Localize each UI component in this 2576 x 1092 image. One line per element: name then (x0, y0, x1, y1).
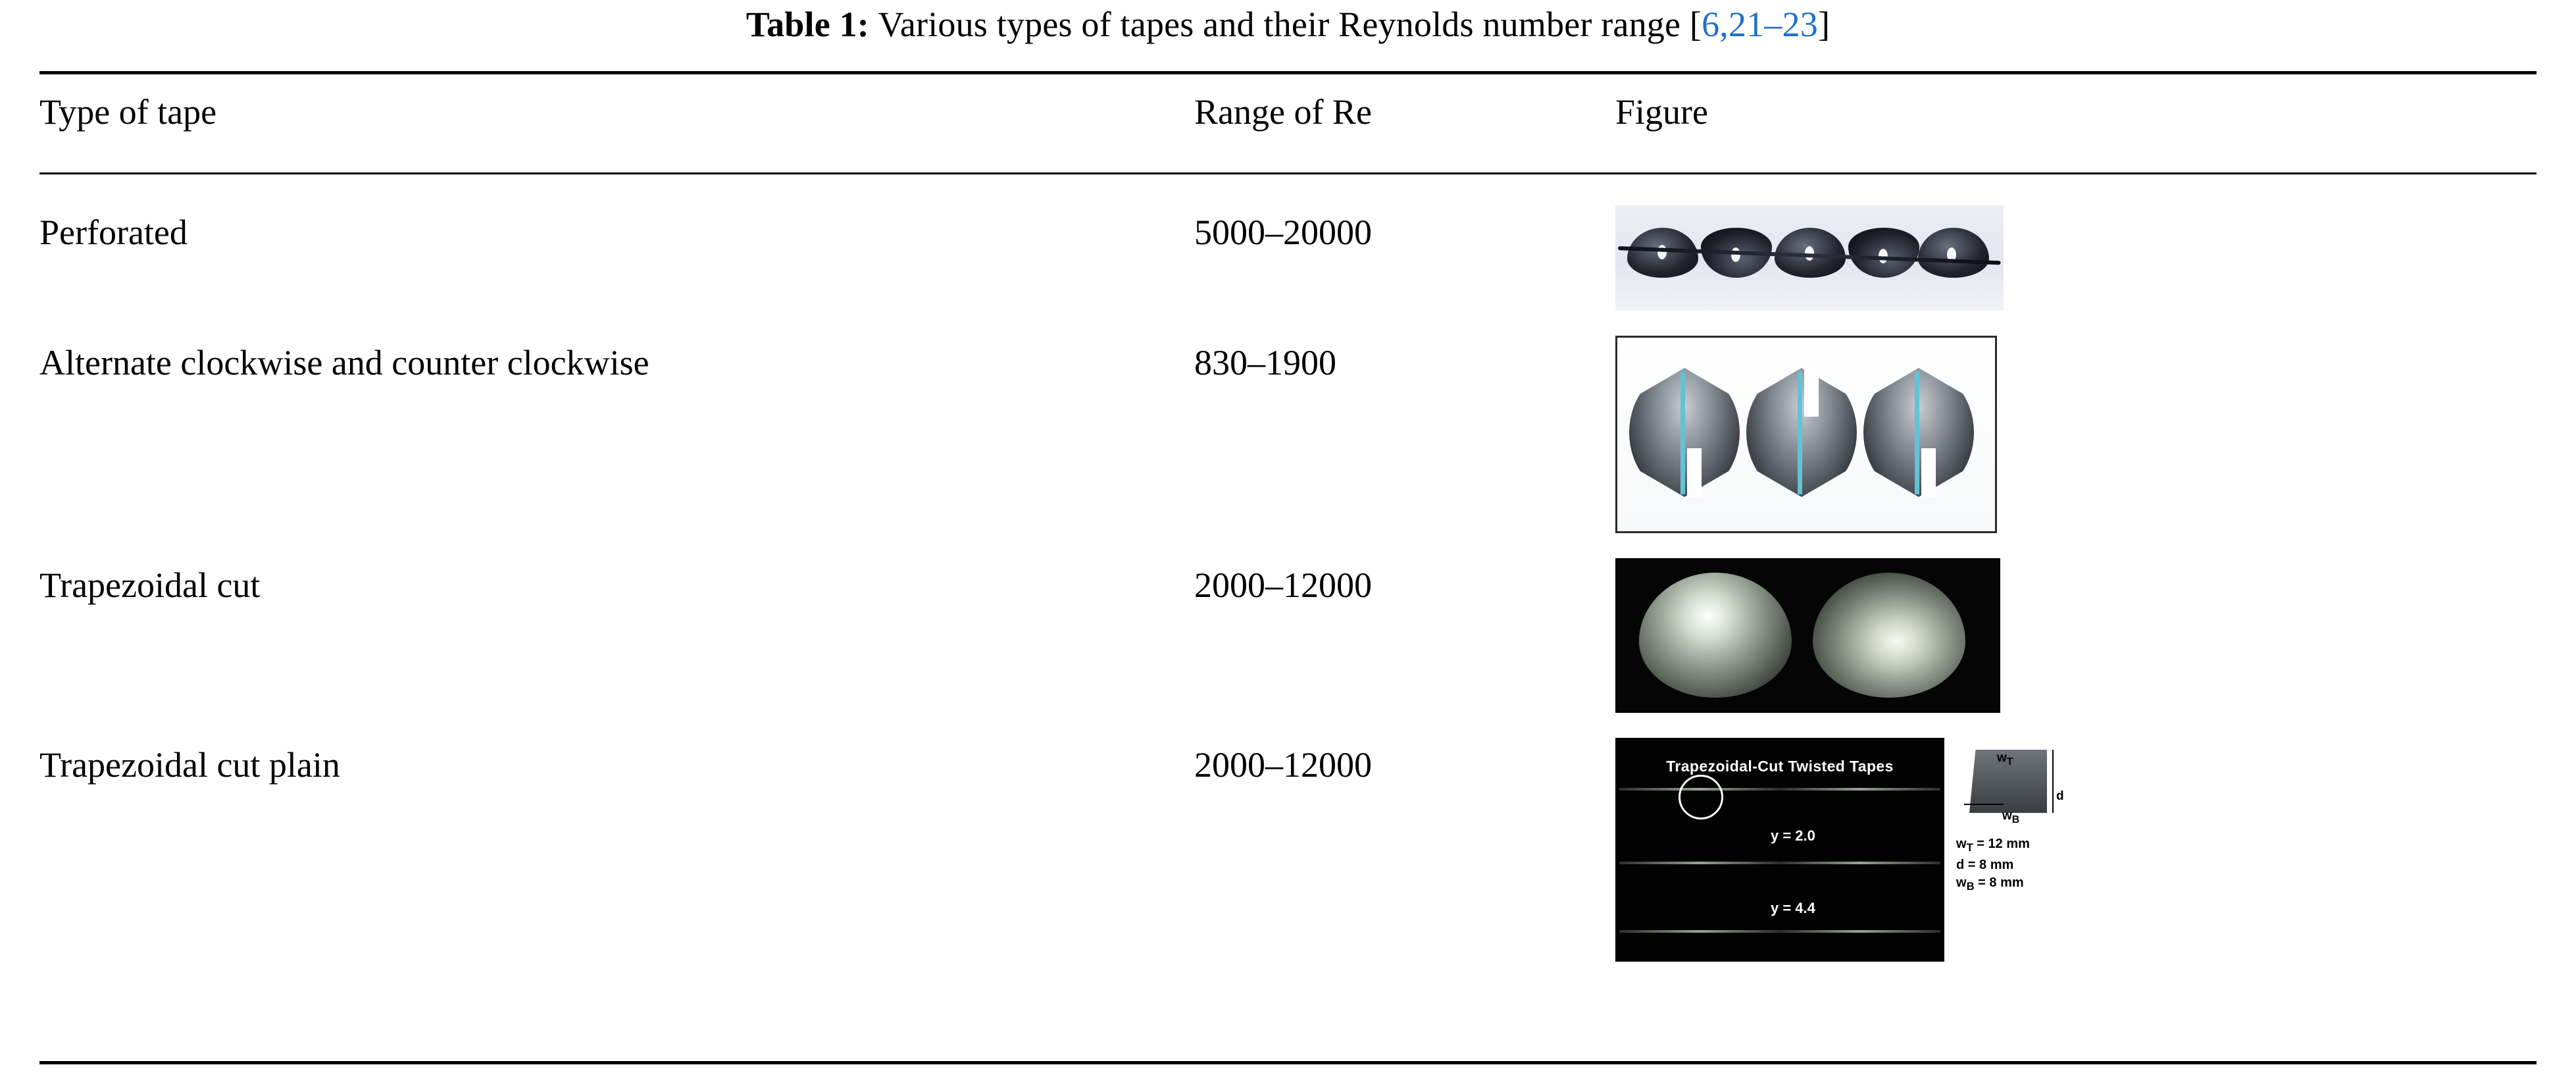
photo-label-y1: y = 2.0 (1771, 827, 1815, 844)
perforated-tape-figure (1615, 205, 2004, 311)
dim-label-wb: $w_B$ (2002, 809, 2020, 825)
trapezoid-dimension-diagram (1944, 738, 2083, 962)
cell-type: Perforated (39, 213, 188, 252)
citation-ref-2[interactable]: 23 (1782, 5, 1818, 44)
tape-band (1621, 228, 1998, 278)
table-row (39, 719, 2537, 968)
cell-range: 2000–12000 (1194, 565, 1372, 605)
photo-label-y3: y = 6.0 (1771, 959, 1815, 975)
cell-type: Trapezoidal cut (39, 565, 261, 605)
caption-bracket-close: ] (1817, 5, 1831, 44)
column-header-type: Type of tape (39, 92, 217, 132)
spec-d: d = 8 mm (1956, 858, 2014, 872)
spec-wt: $w_T = 12$ mm (1956, 837, 2030, 854)
tape-photo-panel (1615, 738, 1944, 975)
highlight-circle (1679, 775, 1723, 819)
caption-label: Table 1: (745, 5, 869, 44)
cell-figure (1615, 719, 2537, 975)
photo-title: Trapezoidal-Cut Twisted Tapes (1666, 758, 1894, 775)
cell-type: Alternate clockwise and counter clockwise (39, 343, 649, 382)
spec-wb: $w_B = 8$ mm (1956, 875, 2024, 893)
dim-label-d: d (2056, 789, 2064, 803)
table-top-rule (39, 71, 2537, 74)
table-row (39, 317, 2537, 540)
table-row (39, 187, 2537, 317)
trapezoidal-cut-plain-figure (1615, 738, 2083, 975)
table-header-row (39, 78, 2537, 187)
cell-figure (1615, 317, 2537, 540)
table-caption (0, 4, 2576, 45)
cell-figure (1615, 187, 2537, 317)
cell-range: 2000–12000 (1194, 745, 1372, 785)
citation-dash: – (1764, 5, 1782, 44)
table-row (39, 540, 2537, 719)
cell-range: 5000–20000 (1194, 213, 1372, 252)
trapezoidal-cut-tape-figure (1615, 558, 2000, 713)
column-header-range: Range of Re (1194, 92, 1372, 132)
table-bottom-rule (39, 1061, 2537, 1064)
alternate-clockwise-tape-figure (1615, 336, 1997, 533)
photo-label-y2: y = 4.4 (1771, 900, 1815, 916)
tapes-table (39, 78, 2537, 975)
cell-figure (1615, 540, 2537, 719)
dimension-list (1956, 835, 2030, 895)
column-header-figure: Figure (1615, 92, 1708, 132)
cell-type: Trapezoidal cut plain (39, 745, 340, 785)
cell-range: 830–1900 (1194, 343, 1336, 382)
citation-ref-1[interactable]: 6,21 (1702, 5, 1765, 44)
dim-label-wt: $w_T$ (1997, 751, 2013, 767)
caption-text: Various types of tapes and their Reynolds number range [ (878, 5, 1702, 44)
